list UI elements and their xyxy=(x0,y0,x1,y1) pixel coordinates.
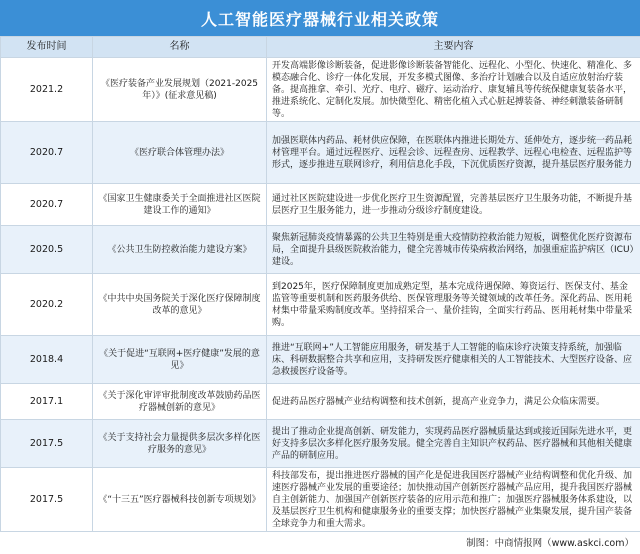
table-row xyxy=(1,384,640,420)
table-row xyxy=(1,468,640,532)
row-name: 《关于支持社会力量提供多层次多样化医疗服务的意见》 xyxy=(93,420,267,468)
row-content: 开发高端影像诊断装备，促进影像诊断装备智能化、远程化、小型化、快速化、精准化、多模态融合化、诊疗一体化发展，开发多模式图像、多治疗计划融合以及自适应放射治疗装备。提高推拿、牵引、光疗、电疗、磁疗、运动治疗、康复辅具等传统保健康复装备水平，推进系统化、定制化发展。加快微型化、精密化植入式心脏起搏装备、神经刺激装备研制等。 xyxy=(267,58,640,122)
row-content: 加强医联体内药品、耗材供应保障，在医联体内推进长期处方、延伸处方，逐步统一药品耗材管理平台。通过远程医疗、远程会诊、远程查房、远程教学、远程心电检查、远程监护等形式，逐步推进互联网诊疗，利用信息化手段，下沉优质医疗资源，提升基层医疗服务能力 xyxy=(267,122,640,184)
row-content: 聚焦新冠肺炎疫情暴露的公共卫生特别是重大疫情防控救治能力短板，调整优化医疗资源布局，全面提升县级医院救治能力，健全完善城市传染病救治网络，加强重症监护病区（ICU）建设。 xyxy=(267,226,640,274)
table-row xyxy=(1,122,640,184)
table-row xyxy=(1,336,640,384)
row-date: 2020.5 xyxy=(1,226,93,274)
row-date: 2020.7 xyxy=(1,184,93,226)
row-name: 《“十三五”医疗器械科技创新专项规划》 xyxy=(93,468,267,532)
header-content: 主要内容 xyxy=(267,37,640,58)
row-content: 通过社区医院建设进一步优化医疗卫生资源配置，完善基层医疗卫生服务功能，不断提升基层医疗卫生服务能力，进一步推动分级诊疗制度建设。 xyxy=(267,184,640,226)
row-name: 《医疗装备产业发展规划（2021-2025年）》(征求意见稿) xyxy=(93,58,267,122)
row-content: 推进“互联网+”人工智能应用服务，研发基于人工智能的临床诊疗决策支持系统，加强临床、科研数据整合共享和应用，支持研发医疗健康相关的人工智能技术、大型医疗设备、应急救援医疗设备等。 xyxy=(267,336,640,384)
header-date: 发布时间 xyxy=(1,37,93,58)
row-name: 《公共卫生防控救治能力建设方案》 xyxy=(93,226,267,274)
table-row xyxy=(1,58,640,122)
table-row xyxy=(1,184,640,226)
row-name: 《关于深化审评审批制度改革鼓励药品医疗器械创新的意见》 xyxy=(93,384,267,420)
row-date: 2020.7 xyxy=(1,122,93,184)
row-date: 2017.1 xyxy=(1,384,93,420)
policy-table xyxy=(0,36,640,532)
page-title: 人工智能医疗器械行业相关政策 xyxy=(200,9,439,29)
row-content: 科技部发布，提出推进医疗器械的国产化是促进我国医疗器械产业结构调整和优化升级、加速医疗器械产业发展的重要途径；加快推动国产创新医疗器械产品应用，提升我国医疗器械自主创新能力、加强国产创新医疗装备的应用示范和推广；加强医疗器械服务体系建设，以及基层医疗卫生机构和健康服务业的重要支撑；加快医疗器械产业集聚发展，提升国产装备全球竞争力和重大需求。 xyxy=(267,468,640,532)
header-name: 名称 xyxy=(93,37,267,58)
row-date: 2018.4 xyxy=(1,336,93,384)
row-name: 《中共中央国务院关于深化医疗保障制度改革的意见》 xyxy=(93,274,267,336)
table-header-row xyxy=(1,37,640,58)
row-content: 促进药品医疗器械产业结构调整和技术创新，提高产业竞争力，满足公众临床需要。 xyxy=(267,384,640,420)
title-bar xyxy=(0,0,640,36)
row-name: 《国家卫生健康委关于全面推进社区医院建设工作的通知》 xyxy=(93,184,267,226)
table-row xyxy=(1,420,640,468)
row-date: 2020.2 xyxy=(1,274,93,336)
row-date: 2017.5 xyxy=(1,420,93,468)
source-credit: 制图：中商情报网（www.askci.com） xyxy=(466,538,634,549)
row-date: 2017.5 xyxy=(1,468,93,532)
row-content: 提出了推动企业提高创新、研发能力，实现药品医疗器械质量达到或接近国际先进水平，更好支持多层次多样化医疗服务发展。健全完善自主知识产权药品、医疗器械和其他相关健康产品的研制应用。 xyxy=(267,420,640,468)
table-row xyxy=(1,226,640,274)
table-row xyxy=(1,274,640,336)
row-name: 《医疗联合体管理办法》 xyxy=(93,122,267,184)
row-content: 到2025年，医疗保障制度更加成熟定型，基本完成待遇保障、筹资运行、医保支付、基金监管等重要机制和医药服务供给、医保管理服务等关键领域的改革任务。深化药品、医用耗材集中带量采购制度改革。坚持招采合一、量价挂钩，全面实行药品、医用耗材集中带量采购。 xyxy=(267,274,640,336)
row-name: 《关于促进“互联网+医疗健康”发展的意见》 xyxy=(93,336,267,384)
row-date: 2021.2 xyxy=(1,58,93,122)
